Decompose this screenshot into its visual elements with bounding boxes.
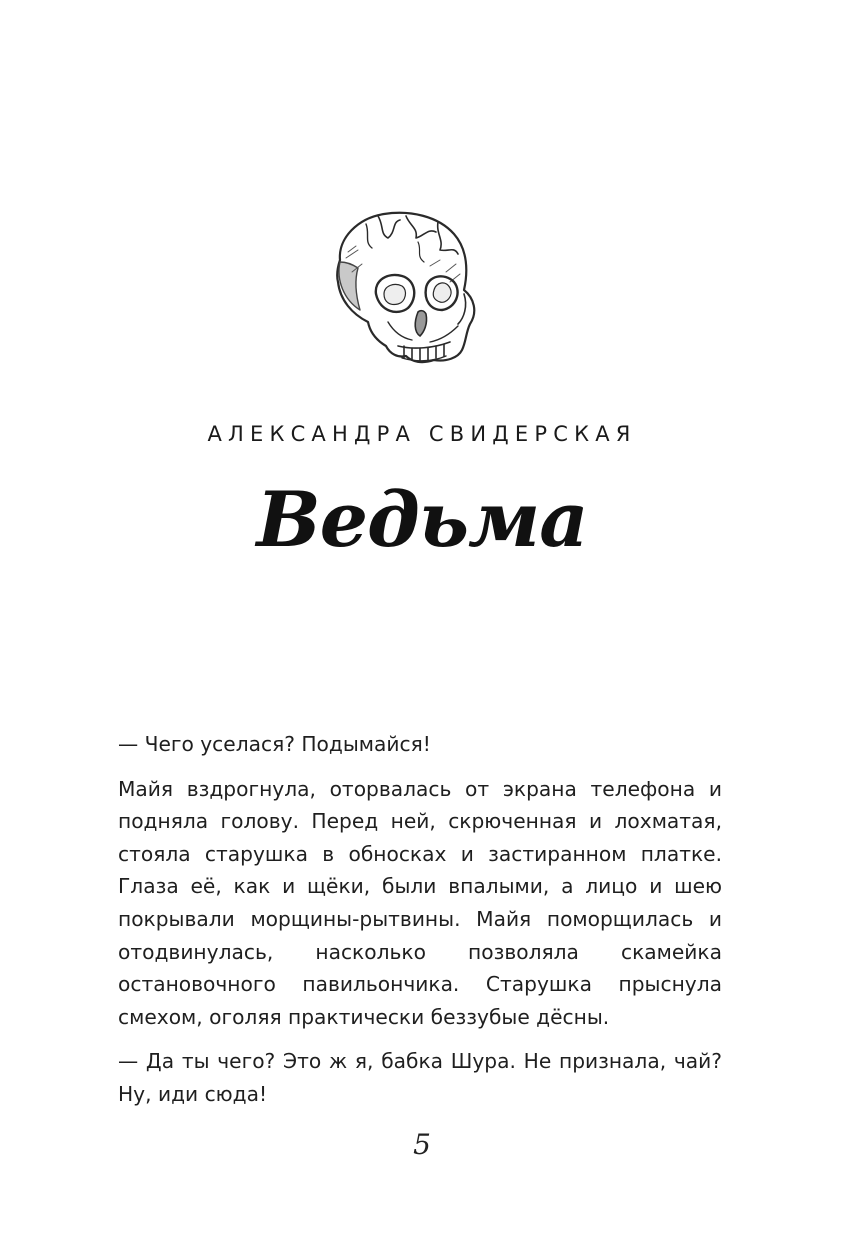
chapter-text: [118, 728, 722, 1123]
page-number: 5: [413, 1128, 431, 1161]
author-name: АЛЕКСАНДРА СВИДЕРСКАЯ: [207, 422, 637, 446]
skull-icon: [318, 202, 488, 370]
paragraph: Майя вздрогнула, оторвалась от экрана телефона и подняла голову. Перед ней, скрюченная и лохматая, стояла старушка в обносках и застиранном платке. Глаза её, как и щёки, были впалыми, а лицо и шею покрывали морщины-рытвины. Майя поморщилась и отодвинулась, насколько позволяла скамейка остановочного павильончика. Старушка прыснула смехом, оголяя практически беззубые дёсны.: [118, 776, 722, 1029]
book-title: Ведьма: [256, 475, 588, 564]
paragraph: — Чего уселася? Подымайся!: [118, 732, 431, 756]
paragraph: — Да ты чего? Это ж я, бабка Шура. Не признала, чай? Ну, иди сюда!: [118, 1049, 722, 1106]
